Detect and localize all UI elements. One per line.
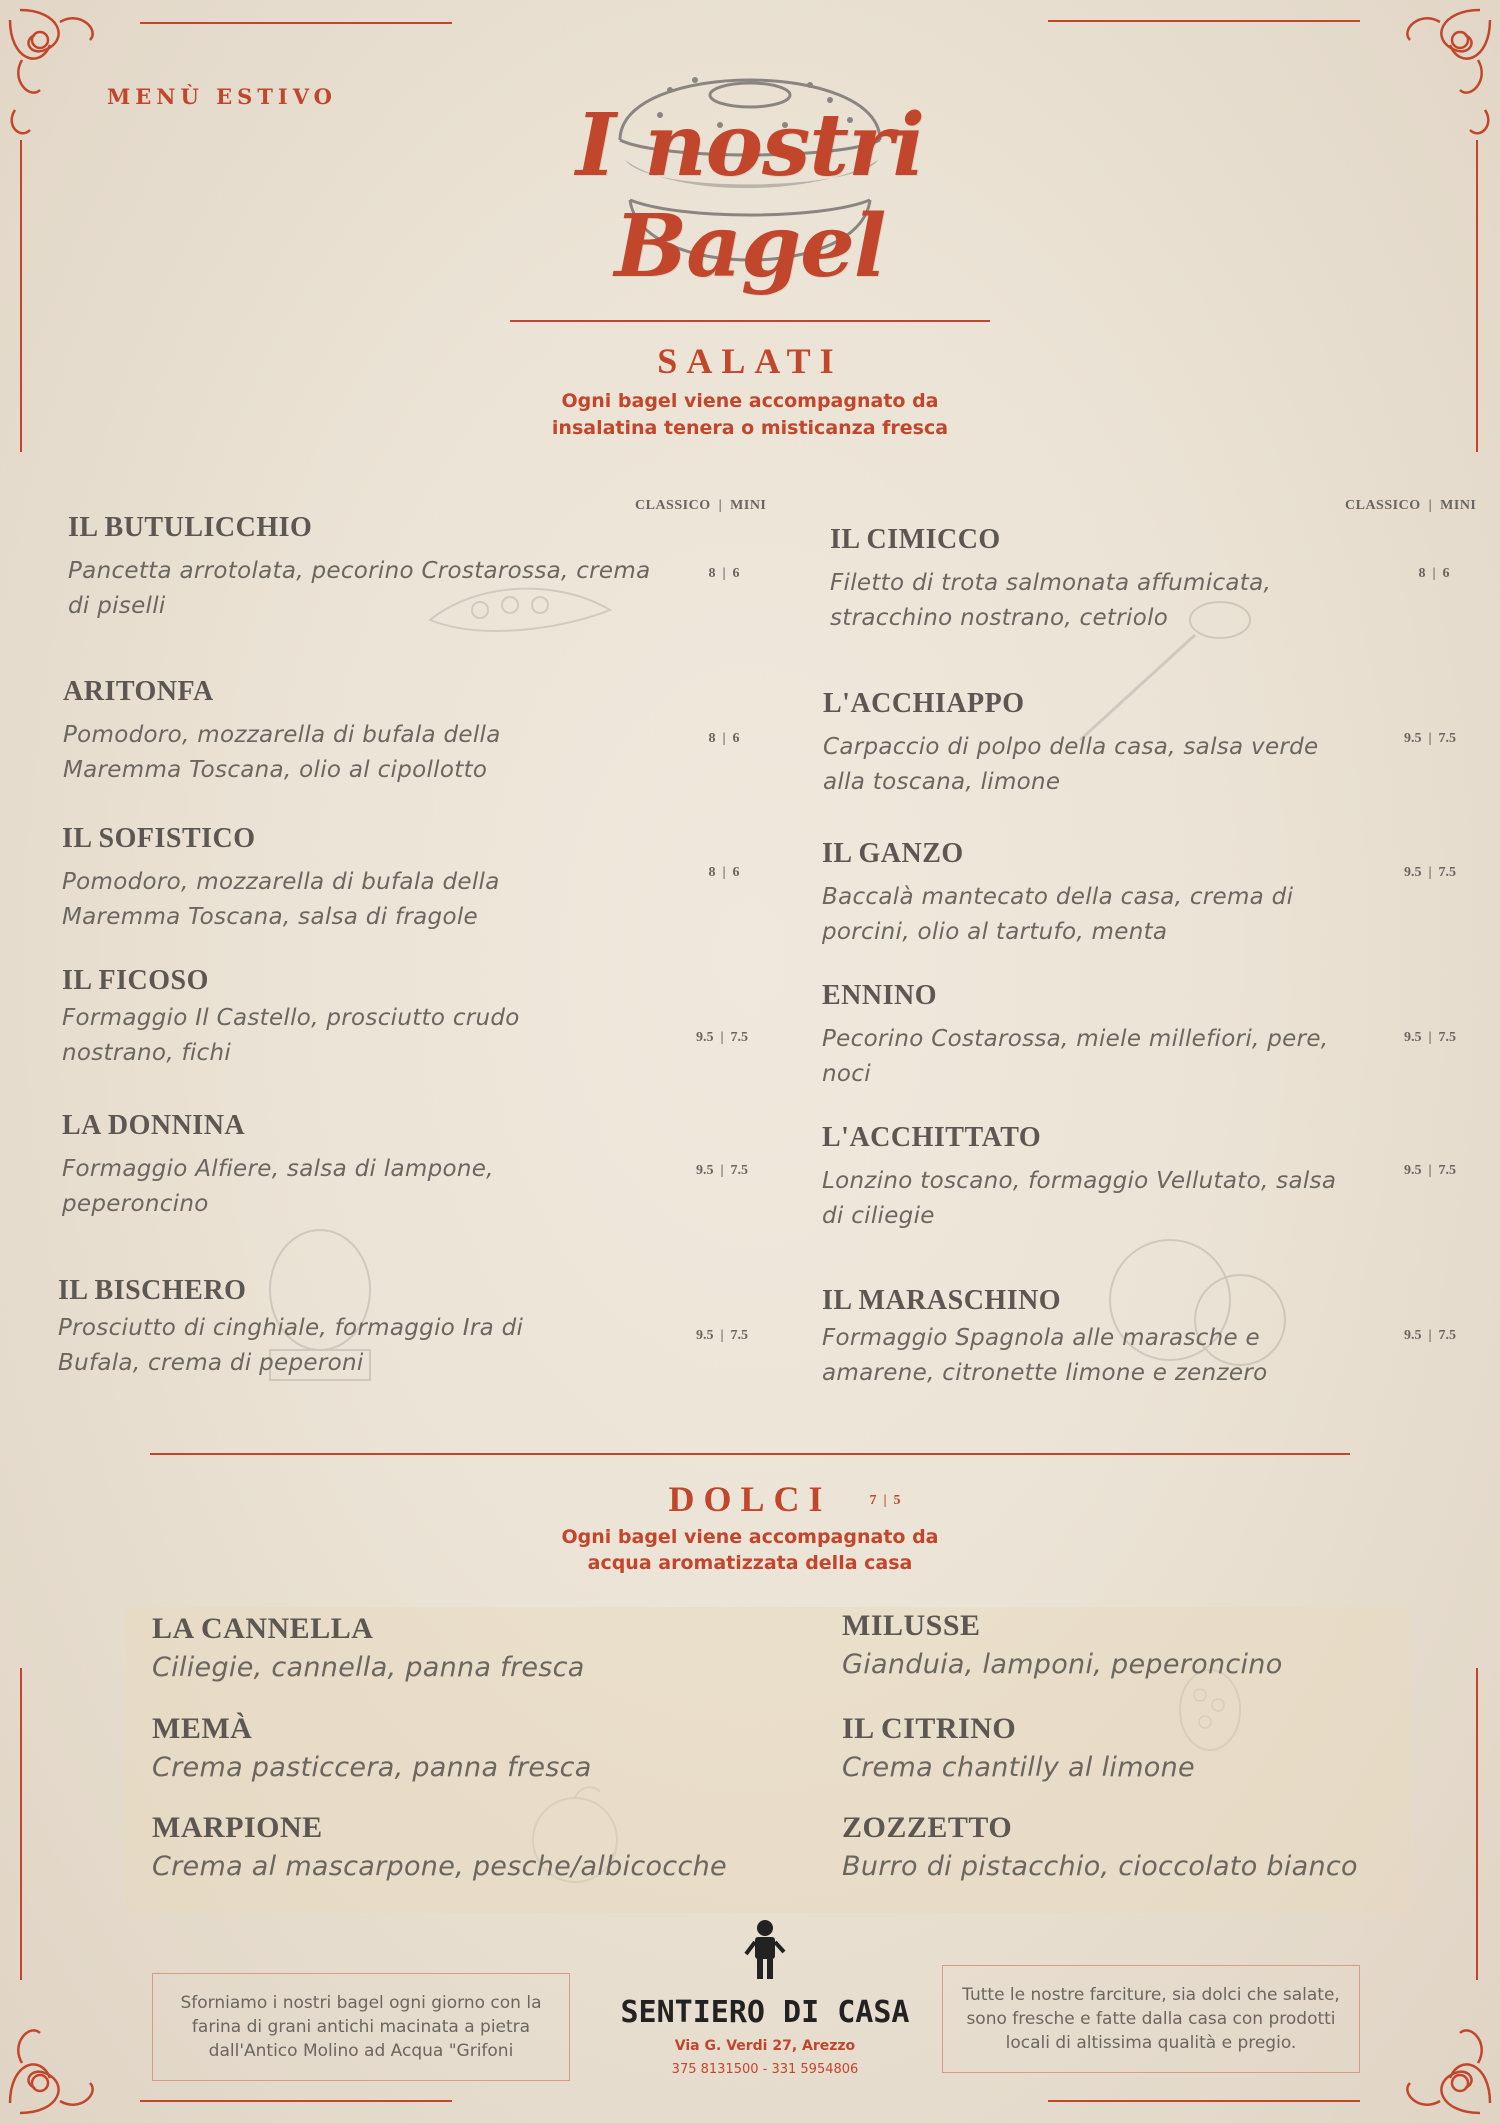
item-description: Pancetta arrotolata, pecorino Crostarossa, crema di piselli bbox=[68, 558, 651, 619]
item-description: Ciliegie, cannella, panna fresca bbox=[152, 1652, 585, 1683]
item-name: IL FICOSO bbox=[62, 965, 209, 996]
dessert-item bbox=[842, 1811, 1462, 1885]
corner-ornament-top-right-icon bbox=[1350, 0, 1500, 150]
item-name: IL MARASCHINO bbox=[822, 1285, 1062, 1316]
item-name: LA DONNINA bbox=[62, 1110, 246, 1141]
dessert-item bbox=[152, 1612, 772, 1686]
item-price: 9.5 | 7.5 bbox=[695, 1328, 749, 1343]
menu-item bbox=[822, 838, 1500, 950]
item-description: Pomodoro, mozzarella di bufala della Maremma Toscana, salsa di fragole bbox=[62, 869, 500, 930]
item-price: 9.5 | 7.5 bbox=[1403, 865, 1457, 880]
corner-ornament-bottom-left-icon bbox=[0, 1973, 150, 2123]
item-description: Gianduia, lamponi, peperoncino bbox=[842, 1649, 1283, 1680]
item-description: Burro di pistacchio, cioccolato bianco bbox=[842, 1851, 1358, 1882]
salati-subtitle-line1: Ogni bagel viene accompagnato da bbox=[561, 390, 939, 412]
item-description: Crema pasticcera, panna fresca bbox=[152, 1752, 592, 1783]
item-price: 9.5 | 7.5 bbox=[695, 1030, 749, 1045]
item-description: Prosciutto di cinghiale, formaggio Ira di Bufala, crema di peperoni bbox=[58, 1315, 524, 1376]
menu-kicker: MENÙ ESTIVO bbox=[107, 84, 337, 109]
dessert-item bbox=[152, 1811, 772, 1885]
item-description: Formaggio Spagnola alle marasche e amarene, citronette limone e zenzero bbox=[822, 1325, 1268, 1386]
item-price: 9.5 | 7.5 bbox=[1403, 1163, 1457, 1178]
item-description: Pecorino Costarossa, miele millefiori, pere, noci bbox=[822, 1026, 1329, 1087]
dolci-subtitle-line2: acqua aromatizzata della casa bbox=[587, 1552, 913, 1574]
dolci-divider bbox=[150, 1453, 1350, 1455]
brand-logo-text: SENTIERO DI CASA bbox=[620, 1995, 910, 2030]
item-description: Formaggio Il Castello, prosciutto crudo nostrano, fichi bbox=[62, 1005, 520, 1066]
item-name: IL GANZO bbox=[822, 838, 964, 869]
corner-ornament-top-left-icon bbox=[0, 0, 150, 150]
menu-item bbox=[68, 512, 768, 624]
dolci-price: 7 | 5 bbox=[869, 1493, 901, 1508]
item-name: MEMÀ bbox=[152, 1712, 253, 1745]
item-price: 9.5 | 7.5 bbox=[1403, 731, 1457, 746]
item-price: 9.5 | 7.5 bbox=[695, 1163, 749, 1178]
item-price: 9.5 | 7.5 bbox=[1403, 1030, 1457, 1045]
menu-item bbox=[58, 1275, 758, 1381]
salati-title: SALATI bbox=[657, 341, 843, 381]
item-name: ARITONFA bbox=[63, 676, 214, 707]
footer-note-right: Tutte le nostre farciture, sia dolci che salate, sono fresche e fatte dalla casa con prodotti locali di altissima qualità e pregio. bbox=[942, 1965, 1360, 2073]
menu-item bbox=[62, 965, 762, 1071]
item-price: 8 | 6 bbox=[1418, 566, 1450, 581]
dolci-title: DOLCI bbox=[668, 1479, 832, 1519]
frame-line-bottom-right bbox=[1048, 2100, 1360, 2102]
item-description: Baccalà mantecato della casa, crema di porcini, olio al tartufo, menta bbox=[822, 884, 1294, 945]
item-name: IL BISCHERO bbox=[58, 1275, 247, 1306]
corner-ornament-bottom-right-icon bbox=[1350, 1973, 1500, 2123]
frame-line-left-top bbox=[20, 140, 22, 452]
item-price: 8 | 6 bbox=[708, 731, 740, 746]
item-name: L'ACCHIAPPO bbox=[823, 688, 1025, 719]
frame-line-bottom-left bbox=[140, 2100, 452, 2102]
footer-note-left: Sforniamo i nostri bagel ogni giorno con la farina di grani antichi macinata a pietra dall'Antico Molino ad Acqua "Grifoni bbox=[152, 1973, 570, 2081]
menu-item bbox=[62, 823, 762, 935]
item-name: MARPIONE bbox=[152, 1811, 323, 1844]
item-name: IL CIMICCO bbox=[830, 524, 1001, 555]
item-description: Crema al mascarpone, pesche/albicocche bbox=[152, 1851, 727, 1882]
item-description: Filetto di trota salmonata affumicata, stracchino nostrano, cetriolo bbox=[830, 570, 1272, 631]
boy-mascot-icon bbox=[740, 1918, 790, 1988]
item-name: IL BUTULICCHIO bbox=[68, 512, 313, 543]
salati-subtitle-line2: insalatina tenera o misticanza fresca bbox=[551, 417, 949, 439]
item-price: 8 | 6 bbox=[708, 566, 740, 581]
item-name: MILUSSE bbox=[842, 1609, 981, 1642]
left-price-header: CLASSICO | MINI bbox=[635, 498, 767, 513]
dessert-item bbox=[842, 1712, 1462, 1786]
item-name: ZOZZETTO bbox=[842, 1811, 1013, 1844]
dessert-item bbox=[842, 1609, 1462, 1683]
right-price-header: CLASSICO | MINI bbox=[1345, 498, 1477, 513]
page-title: I nostri Bagel bbox=[575, 95, 925, 297]
item-name: ENNINO bbox=[822, 980, 938, 1011]
brand-address: Via G. Verdi 27, Arezzo bbox=[674, 2038, 856, 2054]
frame-line-left-bottom bbox=[20, 1668, 22, 1980]
item-price: 8 | 6 bbox=[708, 865, 740, 880]
item-name: IL SOFISTICO bbox=[62, 823, 256, 854]
item-name: IL CITRINO bbox=[842, 1712, 1017, 1745]
item-name: L'ACCHITTATO bbox=[822, 1122, 1042, 1153]
frame-line-top-left bbox=[140, 22, 452, 24]
menu-item bbox=[63, 676, 763, 788]
dessert-item bbox=[152, 1712, 772, 1786]
dolci-subtitle-line1: Ogni bagel viene accompagnato da bbox=[561, 1526, 939, 1548]
item-description: Formaggio Alfiere, salsa di lampone, peperoncino bbox=[62, 1156, 494, 1217]
menu-item bbox=[62, 1110, 762, 1222]
frame-line-top-right bbox=[1048, 20, 1360, 22]
item-description: Lonzino toscano, formaggio Vellutato, salsa di ciliegie bbox=[822, 1168, 1337, 1229]
frame-line-right-bottom bbox=[1476, 1668, 1478, 1980]
item-name: LA CANNELLA bbox=[152, 1612, 374, 1645]
item-description: Pomodoro, mozzarella di bufala della Maremma Toscana, olio al cipollotto bbox=[63, 722, 501, 783]
item-description: Crema chantilly al limone bbox=[842, 1752, 1195, 1783]
item-price: 9.5 | 7.5 bbox=[1403, 1328, 1457, 1343]
item-description: Carpaccio di polpo della casa, salsa verde alla toscana, limone bbox=[823, 734, 1319, 795]
frame-line-right-top bbox=[1476, 140, 1478, 452]
salati-divider bbox=[510, 320, 990, 322]
brand-phones: 375 8131500 - 331 5954806 bbox=[671, 2062, 859, 2077]
